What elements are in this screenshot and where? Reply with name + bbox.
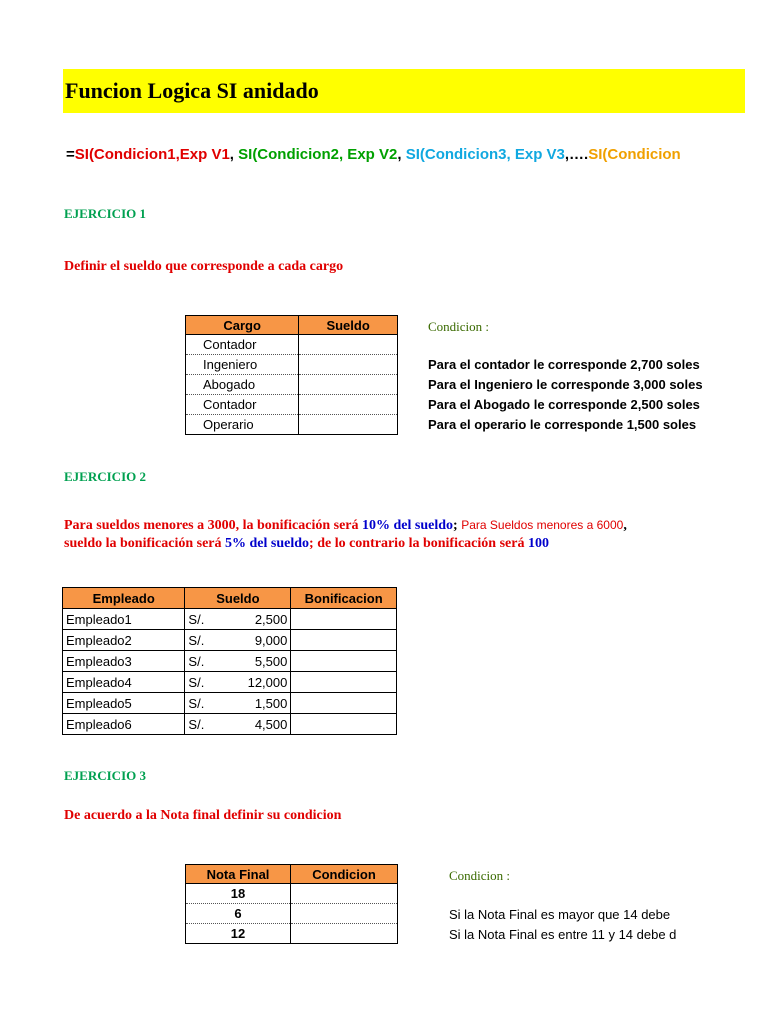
cargo-cell[interactable]: Ingeniero: [186, 355, 299, 375]
sueldo-amount: 4,500: [254, 716, 288, 732]
formula-separator-3: ,….: [564, 146, 589, 163]
desc-text: Para sueldos menores a 3000, la bonificación será: [64, 518, 363, 533]
table-row: [186, 884, 398, 904]
table-row: [186, 395, 398, 415]
header-nota-final: Nota Final: [186, 865, 291, 884]
empleado-cell[interactable]: Empleado2: [63, 630, 185, 651]
condition-line: Para el Abogado le corresponde 2,500 soles: [428, 397, 700, 412]
ejercicio-1-description: Definir el sueldo que corresponde a cada cargo: [64, 259, 344, 274]
sueldo-cell[interactable]: [185, 693, 291, 714]
currency-symbol: S/.: [188, 695, 205, 711]
sueldo-cell[interactable]: [299, 395, 398, 415]
formula-part-4: SI(Condicion: [588, 146, 681, 163]
table-row: [186, 375, 398, 395]
sueldo-cell[interactable]: [185, 672, 291, 693]
bonificacion-cell[interactable]: [291, 714, 397, 735]
currency-symbol: S/.: [188, 674, 205, 690]
cargo-cell[interactable]: Contador: [186, 395, 299, 415]
sueldo-amount: 1,500: [254, 695, 288, 711]
header-sueldo: Sueldo: [299, 316, 398, 335]
sueldo-amount: 12,000: [247, 674, 288, 690]
empleado-cell[interactable]: Empleado3: [63, 651, 185, 672]
condition-line: Para el contador le corresponde 2,700 soles: [428, 357, 700, 372]
sueldo-cell[interactable]: [185, 609, 291, 630]
table-row: [186, 904, 398, 924]
table-row: [63, 609, 397, 630]
header-empleado: Empleado: [63, 588, 185, 609]
table-row: [186, 415, 398, 435]
condition-line: Si la Nota Final es mayor que 14 debe: [449, 907, 671, 922]
currency-symbol: S/.: [188, 716, 205, 732]
bonificacion-cell[interactable]: [291, 609, 397, 630]
table-row: [63, 714, 397, 735]
currency-symbol: S/.: [188, 611, 205, 627]
ejercicio-3-condicion-title: Condicion :: [449, 868, 511, 883]
desc-highlight-10: 10% del sueldo: [362, 518, 454, 533]
bonificacion-cell[interactable]: [291, 693, 397, 714]
desc-text: ; de lo contrario la bonificación será: [309, 536, 528, 551]
formula-syntax: [66, 146, 681, 163]
nota-cell[interactable]: 6: [186, 904, 291, 924]
sueldo-amount: 2,500: [254, 611, 288, 627]
desc-text: Para Sueldos menores a 6000: [461, 518, 624, 532]
empleado-cell[interactable]: Empleado5: [63, 693, 185, 714]
currency-symbol: S/.: [188, 632, 205, 648]
bonificacion-cell[interactable]: [291, 630, 397, 651]
condition-line: Para el operario le corresponde 1,500 soles: [428, 417, 697, 432]
formula-part-1: SI(Condicion1,Exp V1: [74, 146, 230, 163]
bonificacion-cell[interactable]: [291, 672, 397, 693]
cargo-cell[interactable]: Operario: [186, 415, 299, 435]
ejercicio-2-description-line-1: [64, 518, 627, 534]
table-row: [63, 672, 397, 693]
sueldo-cell[interactable]: [185, 630, 291, 651]
ejercicio-3-label: EJERCICIO 3: [64, 768, 146, 783]
ejercicio-1-label: EJERCICIO 1: [64, 206, 146, 221]
ejercicio-2-description-line-2: [64, 536, 549, 552]
table-header-row: [63, 588, 397, 609]
table-header-row: [186, 316, 398, 335]
sueldo-amount: 9,000: [254, 632, 288, 648]
header-condicion: Condicion: [291, 865, 398, 884]
sueldo-cell[interactable]: [299, 415, 398, 435]
header-cargo: Cargo: [186, 316, 299, 335]
header-bonificacion: Bonificacion: [291, 588, 397, 609]
table-row: [186, 335, 398, 355]
cargo-cell[interactable]: Contador: [186, 335, 299, 355]
desc-text: ;: [453, 518, 462, 533]
ejercicio-1-condicion-title: Condicion :: [428, 319, 490, 334]
formula-separator-2: ,: [397, 146, 406, 163]
table-row: [63, 651, 397, 672]
sueldo-cell[interactable]: [299, 335, 398, 355]
page-title: Funcion Logica SI anidado: [65, 78, 319, 103]
desc-highlight-5: 5% del sueldo: [225, 536, 310, 551]
formula-part-3: SI(Condicion3, Exp V3: [405, 146, 565, 163]
table-row: [186, 355, 398, 375]
condicion-cell[interactable]: [291, 904, 398, 924]
formula-equals: =: [66, 146, 75, 163]
condition-line: Para el Ingeniero le corresponde 3,000 soles: [428, 377, 703, 392]
condicion-cell[interactable]: [291, 924, 398, 944]
currency-symbol: S/.: [188, 653, 205, 669]
sueldo-cell[interactable]: [185, 651, 291, 672]
nota-cell[interactable]: 12: [186, 924, 291, 944]
desc-text: ,: [623, 518, 627, 533]
ejercicio-2-label: EJERCICIO 2: [64, 469, 146, 484]
header-sueldo: Sueldo: [185, 588, 291, 609]
empleado-cell[interactable]: Empleado6: [63, 714, 185, 735]
empleado-cell[interactable]: Empleado4: [63, 672, 185, 693]
nota-cell[interactable]: 18: [186, 884, 291, 904]
condicion-cell[interactable]: [291, 884, 398, 904]
cargo-cell[interactable]: Abogado: [186, 375, 299, 395]
table-row: [63, 630, 397, 651]
table-header-row: [186, 865, 398, 884]
sueldo-cell[interactable]: [299, 355, 398, 375]
bonificacion-cell[interactable]: [291, 651, 397, 672]
empleado-cell[interactable]: Empleado1: [63, 609, 185, 630]
ejercicio-3-description: De acuerdo a la Nota final definir su condicion: [64, 808, 342, 823]
formula-separator-1: ,: [229, 146, 239, 163]
sueldo-cell[interactable]: [185, 714, 291, 735]
formula-part-2: SI(Condicion2, Exp V2: [238, 146, 398, 163]
table-row: [63, 693, 397, 714]
sueldo-amount: 5,500: [254, 653, 288, 669]
condition-line: Si la Nota Final es entre 11 y 14 debe d: [449, 927, 677, 942]
nota-condicion-table: [185, 864, 398, 944]
cargo-sueldo-table: [185, 315, 398, 435]
sueldo-cell[interactable]: [299, 375, 398, 395]
empleado-bonificacion-table: [62, 587, 397, 735]
table-row: [186, 924, 398, 944]
desc-highlight-100: 100: [527, 536, 549, 551]
desc-text: sueldo la bonificación será: [64, 536, 226, 551]
